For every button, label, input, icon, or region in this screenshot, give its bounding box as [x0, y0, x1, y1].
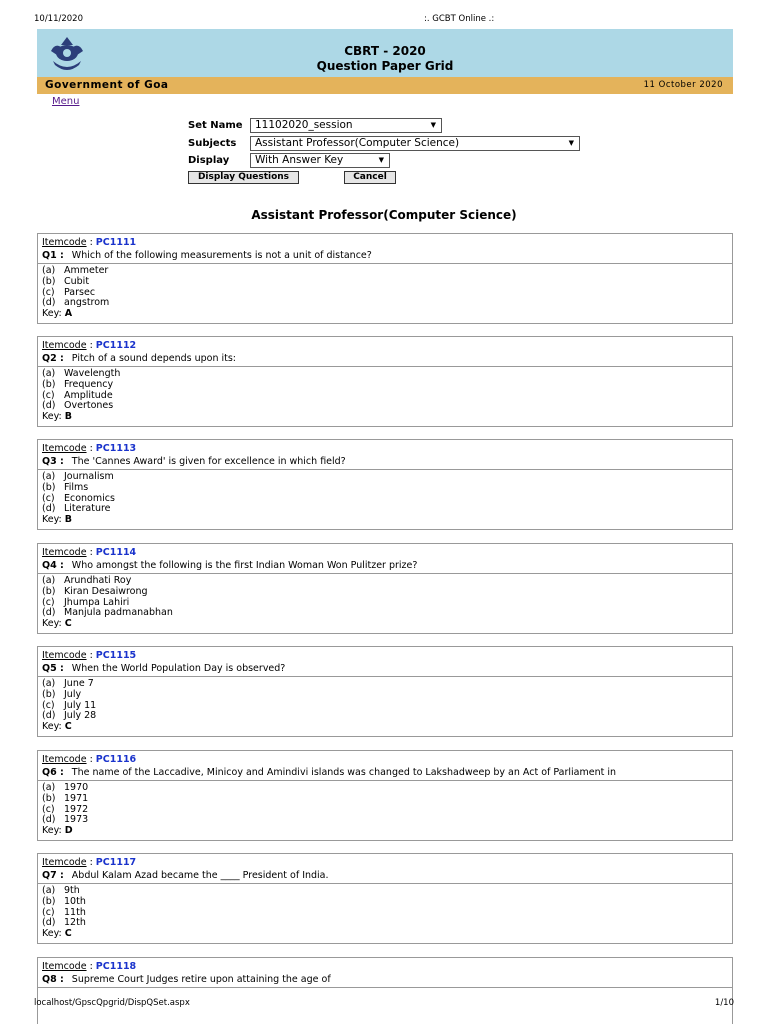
option-text: Arundhati Roy — [64, 575, 132, 586]
question-number: Q7 : — [42, 870, 64, 881]
option-letter: (a) — [42, 265, 56, 276]
option-letter: (d) — [42, 503, 56, 515]
itemcode: Itemcode : PC1114 — [42, 547, 137, 558]
itemcode-label: Itemcode — [42, 961, 87, 972]
org-name: Government of Goa — [45, 79, 169, 91]
option-text: Jhumpa Lahiri — [64, 596, 130, 608]
set-name-value: 11102020_session — [255, 119, 353, 131]
cancel-button[interactable]: Cancel — [344, 171, 396, 184]
banner-subtitle: Question Paper Grid — [316, 59, 454, 73]
answer-key-label: Key: — [42, 928, 62, 940]
option-text: angstrom — [64, 297, 110, 309]
question-text-row — [42, 250, 372, 261]
subjects-label: Subjects — [188, 138, 237, 149]
itemcode: Itemcode : PC1116 — [42, 754, 137, 765]
option-text: Kiran Desaiwrong — [64, 585, 148, 597]
question-text-row — [42, 353, 236, 364]
option-letter: (b) — [42, 688, 56, 700]
question-options — [38, 264, 732, 323]
question-text: The name of the Laccadive, Minicoy and Amindivi islands was changed to Lakshadweep by an Act of Parliament in — [71, 767, 617, 778]
itemcode-label: Itemcode — [42, 857, 87, 868]
question-number: Q1 : — [42, 250, 64, 261]
option-text: Economics — [64, 492, 115, 504]
itemcode: Itemcode : PC1118 — [42, 961, 137, 972]
option-letter: (d) — [42, 917, 56, 929]
question-text: Who amongst the following is the first Indian Woman Won Pulitzer prize? — [71, 560, 418, 571]
question-card — [37, 439, 733, 530]
chevron-down-icon: ▼ — [430, 121, 436, 129]
question-header — [38, 440, 732, 470]
question-text: Pitch of a sound depends upon its: — [71, 353, 237, 364]
question-text: The 'Cannes Award' is given for excellence in which field? — [71, 456, 346, 467]
option-text: 1972 — [64, 803, 89, 815]
option-letter: (a) — [42, 885, 56, 896]
option-text: 11th — [64, 906, 86, 918]
display-questions-button[interactable]: Display Questions — [188, 171, 299, 184]
question-card — [37, 543, 733, 634]
answer-key-value: C — [64, 721, 72, 733]
itemcode: Itemcode : PC1115 — [42, 650, 137, 661]
answer-key-value: A — [64, 308, 73, 320]
option-item — [42, 886, 728, 897]
display-value: With Answer Key — [255, 154, 344, 166]
question-header — [38, 647, 732, 677]
question-number: Q3 : — [42, 456, 64, 467]
option-letter: (a) — [42, 782, 56, 793]
question-header — [38, 958, 732, 988]
question-header — [38, 751, 732, 781]
option-letter: (d) — [42, 710, 56, 722]
option-letter: (d) — [42, 814, 56, 826]
set-name-label: Set Name — [188, 120, 243, 131]
itemcode-label: Itemcode — [42, 754, 87, 765]
option-item — [42, 298, 728, 309]
itemcode-value: PC1111 — [95, 237, 137, 248]
answer-key — [42, 929, 728, 940]
option-item — [42, 794, 728, 805]
question-card — [37, 957, 733, 1024]
option-letter: (a) — [42, 575, 56, 586]
print-header — [34, 14, 734, 26]
display-label: Display — [188, 155, 230, 166]
option-text: Overtones — [64, 400, 114, 412]
answer-key-value: C — [64, 928, 72, 940]
question-options — [38, 884, 732, 943]
option-item — [42, 277, 728, 288]
option-letter: (c) — [42, 699, 55, 711]
answer-key-label: Key: — [42, 514, 62, 526]
question-number: Q6 : — [42, 767, 64, 778]
option-letter: (c) — [42, 286, 55, 298]
itemcode: Itemcode : PC1112 — [42, 340, 137, 351]
option-letter: (c) — [42, 906, 55, 918]
option-text: Cubit — [64, 275, 90, 287]
option-item — [42, 587, 728, 598]
answer-key — [42, 515, 728, 526]
option-item — [42, 494, 728, 505]
option-letter: (c) — [42, 596, 55, 608]
option-text: Wavelength — [64, 368, 121, 379]
question-card — [37, 336, 733, 427]
answer-key-label: Key: — [42, 308, 62, 320]
answer-key-label: Key: — [42, 411, 62, 423]
itemcode-label: Itemcode — [42, 443, 87, 454]
question-options — [38, 781, 732, 840]
print-date: 10/11/2020 — [34, 14, 83, 24]
option-text: 1970 — [64, 782, 89, 793]
question-text-row — [42, 767, 616, 778]
answer-key — [42, 412, 728, 423]
answer-key — [42, 722, 728, 733]
itemcode-value: PC1117 — [95, 857, 137, 868]
option-item — [42, 690, 728, 701]
itemcode: Itemcode : PC1117 — [42, 857, 137, 868]
option-text: Manjula padmanabhan — [64, 607, 173, 619]
option-item — [42, 266, 728, 277]
option-item — [42, 369, 728, 380]
answer-key-value: B — [64, 411, 73, 423]
itemcode-value: PC1112 — [95, 340, 137, 351]
option-item — [42, 805, 728, 816]
question-header — [38, 234, 732, 264]
option-text: 9th — [64, 885, 80, 896]
itemcode: Itemcode : PC1111 — [42, 237, 137, 248]
option-letter: (b) — [42, 378, 56, 390]
itemcode-value: PC1118 — [95, 961, 137, 972]
option-text: Ammeter — [64, 265, 109, 276]
question-text: Supreme Court Judges retire upon attaining the age of — [71, 974, 331, 985]
question-text-row — [42, 456, 346, 467]
itemcode-label: Itemcode — [42, 237, 87, 248]
option-item — [42, 472, 728, 483]
question-card — [37, 750, 733, 841]
option-text: July — [64, 688, 82, 700]
question-number: Q5 : — [42, 663, 64, 674]
option-letter: (d) — [42, 607, 56, 619]
itemcode-value: PC1114 — [95, 547, 137, 558]
print-url: localhost/GpscQpgrid/DispQSet.aspx — [34, 998, 190, 1008]
option-text: Parsec — [64, 286, 96, 298]
option-text: Amplitude — [64, 389, 113, 401]
question-text: When the World Population Day is observed? — [71, 663, 286, 674]
option-text: 10th — [64, 895, 86, 907]
print-page-title: :. GCBT Online .: — [424, 14, 495, 24]
subjects-value: Assistant Professor(Computer Science) — [255, 137, 460, 149]
option-item — [42, 288, 728, 299]
itemcode-value: PC1113 — [95, 443, 137, 454]
answer-key — [42, 619, 728, 630]
answer-key — [42, 826, 728, 837]
question-options — [38, 677, 732, 736]
display-select[interactable] — [250, 153, 390, 168]
question-card — [37, 233, 733, 324]
question-number: Q2 : — [42, 353, 64, 364]
option-letter: (b) — [42, 275, 56, 287]
chevron-down-icon: ▼ — [378, 156, 384, 164]
option-letter: (a) — [42, 471, 56, 482]
question-header — [38, 854, 732, 884]
question-text-row — [42, 663, 285, 674]
option-item — [42, 815, 728, 826]
question-text-row — [42, 870, 329, 881]
print-page-number: 1/10 — [714, 998, 734, 1008]
subjects-select[interactable] — [250, 136, 580, 151]
option-item — [42, 701, 728, 712]
option-item — [42, 391, 728, 402]
option-text: June 7 — [64, 678, 94, 689]
set-name-select[interactable] — [250, 118, 442, 133]
question-text-row — [42, 974, 331, 985]
itemcode-label: Itemcode — [42, 547, 87, 558]
question-header — [38, 337, 732, 367]
option-letter: (c) — [42, 803, 55, 815]
option-item — [42, 483, 728, 494]
option-letter: (b) — [42, 792, 56, 804]
option-item — [42, 711, 728, 722]
print-footer — [34, 998, 734, 1010]
itemcode: Itemcode : PC1113 — [42, 443, 137, 454]
itemcode-value: PC1115 — [95, 650, 137, 661]
option-text: Frequency — [64, 378, 114, 390]
itemcode-value: PC1116 — [95, 754, 137, 765]
option-text: 12th — [64, 917, 86, 929]
option-item — [42, 608, 728, 619]
answer-key-label: Key: — [42, 721, 62, 733]
option-text: Journalism — [64, 471, 114, 482]
question-options — [38, 470, 732, 529]
itemcode-label: Itemcode — [42, 340, 87, 351]
option-letter: (b) — [42, 585, 56, 597]
answer-key — [42, 309, 728, 320]
option-letter: (b) — [42, 481, 56, 493]
question-options — [38, 574, 732, 633]
answer-key-value: D — [64, 825, 73, 837]
subject-title: Assistant Professor(Computer Science) — [251, 208, 517, 222]
option-letter: (c) — [42, 492, 55, 504]
option-letter: (d) — [42, 297, 56, 309]
option-text: Films — [64, 481, 89, 493]
question-header — [38, 544, 732, 574]
banner-title: CBRT - 2020 — [344, 44, 426, 58]
option-item — [42, 504, 728, 515]
option-text: July 11 — [64, 699, 97, 711]
org-date: 11 October 2020 — [643, 80, 723, 90]
menu-link[interactable]: Menu — [52, 96, 80, 107]
option-item — [42, 908, 728, 919]
option-text: 1973 — [64, 814, 89, 826]
answer-key-label: Key: — [42, 825, 62, 837]
question-number: Q4 : — [42, 560, 64, 571]
question-number: Q8 : — [42, 974, 64, 985]
option-letter: (d) — [42, 400, 56, 412]
question-text: Which of the following measurements is not a unit of distance? — [71, 250, 372, 261]
option-item — [42, 918, 728, 929]
question-text-row — [42, 560, 417, 571]
option-text: Literature — [64, 503, 111, 515]
question-card — [37, 853, 733, 944]
option-text: July 28 — [64, 710, 97, 722]
answer-key-value: B — [64, 514, 73, 526]
option-letter: (b) — [42, 895, 56, 907]
option-item — [42, 783, 728, 794]
option-letter: (a) — [42, 368, 56, 379]
option-letter: (a) — [42, 678, 56, 689]
option-item — [42, 679, 728, 690]
option-text: 1971 — [64, 792, 89, 804]
org-bar — [37, 77, 733, 94]
option-item — [42, 897, 728, 908]
option-item — [42, 401, 728, 412]
question-text: Abdul Kalam Azad became the ____ President of India. — [71, 870, 329, 881]
option-item — [42, 380, 728, 391]
answer-key-label: Key: — [42, 618, 62, 630]
answer-key-value: C — [64, 618, 72, 630]
itemcode-label: Itemcode — [42, 650, 87, 661]
header-banner — [37, 29, 733, 77]
chevron-down-icon: ▼ — [568, 139, 574, 147]
option-letter: (c) — [42, 389, 55, 401]
question-card — [37, 646, 733, 737]
question-options — [38, 367, 732, 426]
